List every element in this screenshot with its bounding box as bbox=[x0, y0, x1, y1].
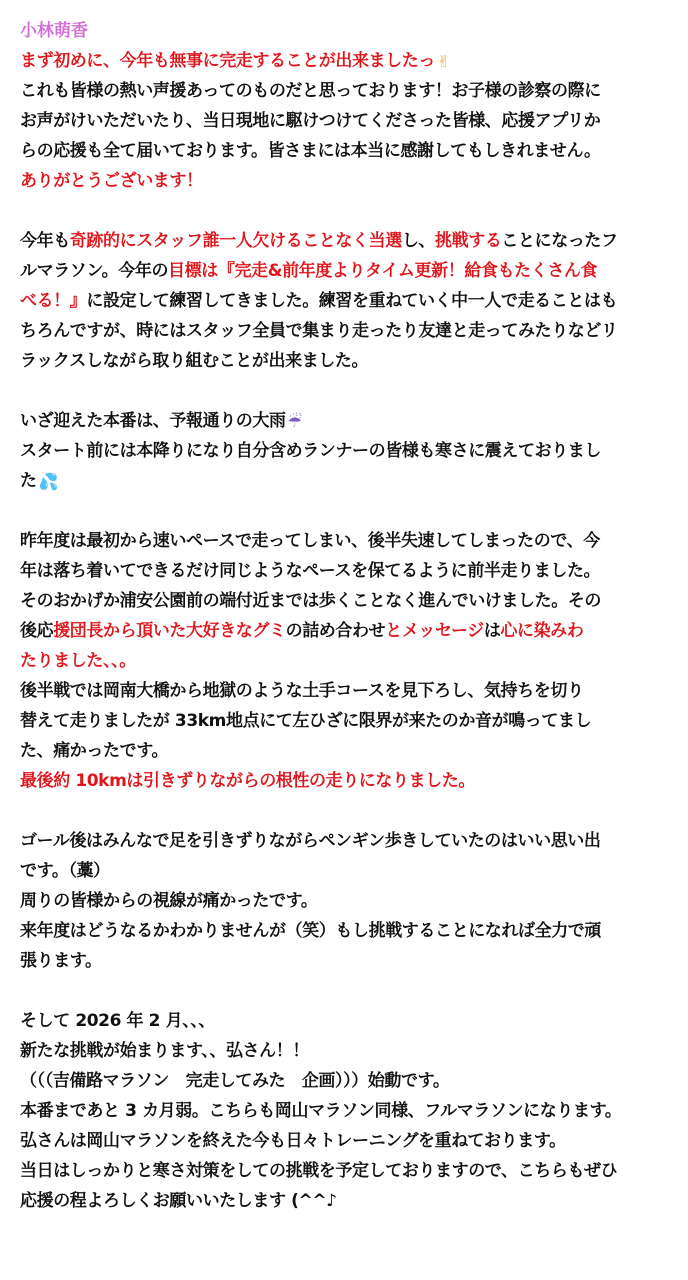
text-line: 来年度はどうなるかわかりませんが（笑）もし挑戦することになれば全力で頑 bbox=[20, 921, 601, 941]
opening-line bbox=[20, 46, 672, 76]
text-segment: た bbox=[20, 471, 37, 491]
text-line: これも皆様の熱い声援あってのものだと思っております！お子様の診察の際に bbox=[20, 81, 601, 101]
emphasis-segment: 挑戦する bbox=[435, 231, 502, 251]
text-line: お声がけいただいたり、当日現地に駆けつけてくださった皆様、応援アプリか bbox=[20, 111, 601, 131]
text-line: 最後約 10kmは引きずりながらの根性の走りになりました。 bbox=[20, 771, 475, 791]
text-segment: いざ迎えた本番は、予報通りの大雨 bbox=[20, 411, 286, 431]
text-line bbox=[20, 406, 672, 436]
text-line: 応援の程よろしくお願いいたします (^^♪ bbox=[20, 1191, 337, 1211]
emphasis-segment: とメッセージ bbox=[385, 621, 484, 641]
emphasis-segment: べる！』 bbox=[20, 291, 87, 311]
text-segment: ことになったフ bbox=[501, 231, 618, 251]
paragraph-gap bbox=[20, 976, 672, 1006]
author-name: 小林萌香 bbox=[20, 21, 88, 41]
thanks-line: ありがとうございます！ bbox=[20, 171, 203, 191]
text-segment: まず初めに、今年も無事に完走することが出来ましたっ bbox=[20, 51, 435, 71]
text-line: た、痛かったです。 bbox=[20, 741, 169, 761]
paragraph-gap bbox=[20, 796, 672, 826]
text-line: 替えて走りましたが 33km地点にて左ひざに限界が来たのか音が鳴ってまし bbox=[20, 711, 592, 731]
paragraph-gap bbox=[20, 376, 672, 406]
text-line: 後半戦では岡南大橋から地獄のような土手コースを見下ろし、気持ちを切り bbox=[20, 681, 584, 701]
text-segment: し、 bbox=[401, 231, 436, 251]
emphasis-segment: 目標は『完走&前年度よりタイム更新！給食もたくさん食 bbox=[168, 261, 598, 281]
text-line: そして 2026 年 2 月、、、 bbox=[20, 1011, 216, 1031]
text-segment: の詰め合わせ bbox=[285, 621, 386, 641]
text-line bbox=[20, 256, 672, 286]
text-line: です。（藁） bbox=[20, 861, 110, 881]
text-line: そのおかげか浦安公園前の端付近までは歩くことなく進んでいけました。その bbox=[20, 591, 601, 611]
text-segment: は bbox=[483, 621, 501, 641]
text-line: 張ります。 bbox=[20, 951, 102, 971]
text-line bbox=[20, 466, 672, 496]
text-line: 弘さんは岡山マラソンを終えた今も日々トレーニングを重ねております。 bbox=[20, 1131, 566, 1151]
text-line: ちろんですが、時にはスタッフ全員で集まり走ったり友達と走ってみたりなどリ bbox=[20, 321, 618, 341]
text-segment: ルマラソン。今年の bbox=[20, 261, 169, 281]
paragraph-gap bbox=[20, 196, 672, 226]
text-line: 新たな挑戦が始まります、、弘さん！！ bbox=[20, 1041, 309, 1061]
emphasis-segment: 援団長から頂いた大好きなグミ bbox=[53, 621, 286, 641]
umbrella-rain-icon: ☔ bbox=[287, 412, 302, 431]
text-line bbox=[20, 286, 672, 316]
text-line bbox=[20, 616, 672, 646]
text-segment: に設定して練習してきました。練習を重ねていく中一人で走ることはも bbox=[86, 291, 618, 311]
text-line: たりました、、。 bbox=[20, 651, 136, 671]
text-line: 年は落ち着いてできるだけ同じようなペースを保てるように前半走りました。 bbox=[20, 561, 601, 581]
text-line: （（（吉備路マラソン 完走してみた 企画）））始動です。 bbox=[20, 1071, 450, 1091]
text-line: らの応援も全て届いております。皆さまには本当に感謝してもしきれません。 bbox=[20, 141, 601, 161]
text-line: 本番まであと 3 カ月弱。こちらも岡山マラソン同様、フルマラソンになります。 bbox=[20, 1101, 622, 1121]
emphasis-segment: 心に染みわ bbox=[500, 621, 584, 641]
victory-hand-icon: ✌ bbox=[437, 52, 451, 71]
sweat-droplets-icon: 💦 bbox=[38, 472, 59, 491]
text-line bbox=[20, 226, 672, 256]
text-line: 昨年度は最初から速いペースで走ってしまい、後半失速してしまったので、今 bbox=[20, 531, 600, 551]
emphasis-segment: 奇跡的にスタッフ誰一人欠けることなく当選 bbox=[69, 231, 402, 251]
text-segment: 今年も bbox=[20, 231, 70, 251]
text-line: 周りの皆様からの視線が痛かったです。 bbox=[20, 891, 318, 911]
text-line: ラックスしながら取り組むことが出来ました。 bbox=[20, 351, 369, 371]
text-segment: 後応 bbox=[20, 621, 54, 641]
text-line: スタート前には本降りになり自分含めランナーの皆様も寒さに震えておりまし bbox=[20, 441, 601, 461]
paragraph-gap bbox=[20, 496, 672, 526]
text-line: 当日はしっかりと寒さ対策をしての挑戦を予定しておりますので、こちらもぜひ bbox=[20, 1161, 618, 1181]
text-line: ゴール後はみんなで足を引きずりながらペンギン歩きしていたのはいい思い出 bbox=[20, 831, 601, 851]
